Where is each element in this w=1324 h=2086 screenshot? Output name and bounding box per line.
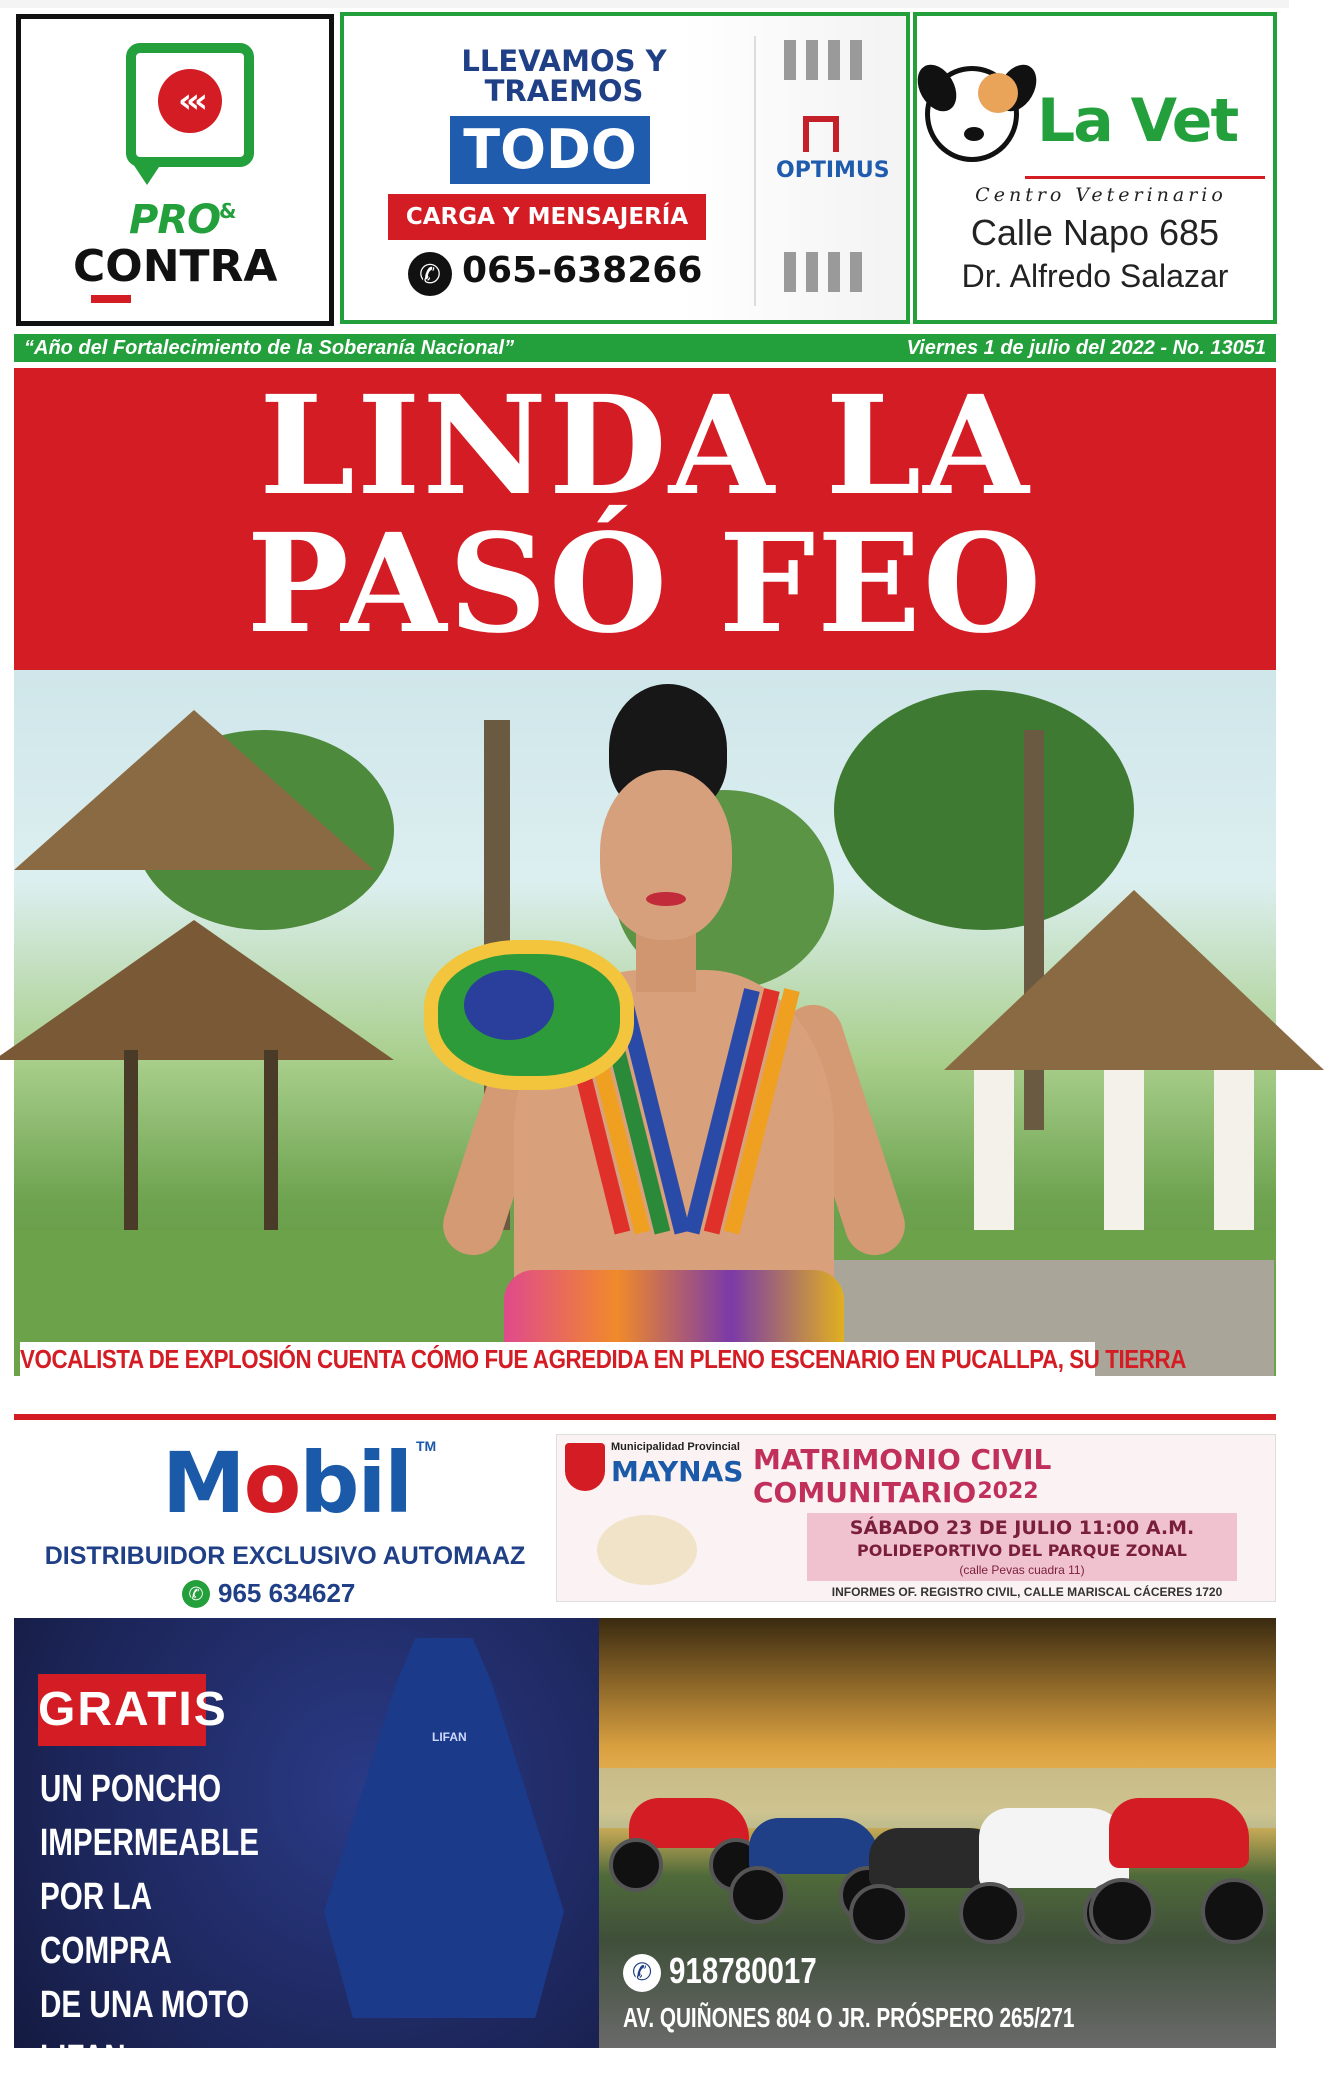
dog-patch xyxy=(978,73,1018,113)
whatsapp-icon: ✆ xyxy=(182,1580,210,1608)
dog-ear xyxy=(910,58,964,118)
wheel xyxy=(729,1866,787,1924)
maynas-name: MAYNAS xyxy=(611,1455,744,1488)
mobil-logo-part: M xyxy=(162,1434,244,1532)
motorcycle-ad[interactable] xyxy=(599,1618,1276,2048)
maynas-place: POLIDEPORTIVO DEL PARQUE ZONAL xyxy=(857,1541,1187,1560)
decor-stripe xyxy=(784,252,796,292)
issue-info-bar xyxy=(14,334,1276,362)
vet-address: Calle Napo 685 xyxy=(970,212,1220,253)
top-edge-strip xyxy=(0,0,1289,8)
logo-pro-text: PRO xyxy=(129,197,221,243)
vet-name: La Vet xyxy=(1037,86,1238,156)
cargo-band: CARGA Y MENSAJERÍA xyxy=(388,194,706,240)
photo-caption: VOCALISTA DE EXPLOSIÓN CUENTA CÓMO FUE AGREDIDA EN PLENO ESCENARIO EN PUCALLPA, SU TIERRA xyxy=(20,1344,1186,1374)
masthead-logo[interactable] xyxy=(16,14,334,326)
cargo-headline: LLEVAMOS Y TRAEMOS xyxy=(461,44,667,108)
moto-body xyxy=(1109,1798,1249,1868)
maynas-year: 2022 xyxy=(977,1479,1039,1504)
main-headline[interactable] xyxy=(14,368,1276,670)
wheel xyxy=(959,1882,1021,1944)
poncho-image xyxy=(324,1638,564,2018)
wheel xyxy=(849,1884,909,1944)
whatsapp-icon: ✆ xyxy=(623,1954,661,1992)
mobil-logo-part: bil xyxy=(299,1434,412,1532)
headline-line-2: PASÓ FEO xyxy=(246,504,1044,664)
maynas-date: SÁBADO 23 DE JULIO 11:00 A.M. xyxy=(849,1517,1195,1539)
mobil-phone: 965 634627 xyxy=(218,1578,356,1608)
decor-stripe xyxy=(806,40,818,80)
offer-line: IMPERMEABLE xyxy=(40,1822,260,1864)
mobil-logo xyxy=(162,1434,411,1532)
issue-date: Viernes 1 de julio del 2022 - No. 13051 xyxy=(906,337,1266,359)
decor-stripe xyxy=(850,252,862,292)
offer-line: POR LA COMPRA xyxy=(40,1876,172,1972)
wedding-rings-icon xyxy=(597,1515,697,1585)
mobil-ad[interactable] xyxy=(14,1424,544,1614)
hut-post xyxy=(264,1050,278,1250)
dog-icon xyxy=(925,66,1019,162)
dog-nose xyxy=(964,127,984,141)
decor-stripe xyxy=(828,40,840,80)
lips xyxy=(646,892,686,906)
maynas-info: INFORMES OF. REGISTRO CIVIL, CALLE MARISCAL CÁCERES 1720 xyxy=(831,1585,1223,1599)
phone-icon: ✆ xyxy=(408,252,452,296)
decor-stripe xyxy=(850,40,862,80)
lifan-poncho-ad[interactable] xyxy=(14,1618,599,2080)
maynas-event-card xyxy=(807,1513,1237,1581)
offer-line: DE UNA MOTO LIFAN xyxy=(40,1984,250,2080)
moto-phone: 918780017 xyxy=(669,1950,817,1991)
vet-doctor: Dr. Alfredo Salazar xyxy=(961,258,1229,294)
decor-stripe xyxy=(784,40,796,80)
hut-roof xyxy=(14,710,374,870)
rewind-icon: ‹‹‹ xyxy=(158,69,222,133)
maynas-title: MATRIMONIO CIVIL COMUNITARIO xyxy=(753,1443,1052,1509)
mobil-logo-o: o xyxy=(243,1434,300,1532)
decor-stripe xyxy=(806,252,818,292)
shoulder-ruffle xyxy=(464,970,554,1040)
wheel xyxy=(1201,1878,1267,1944)
shield-icon xyxy=(565,1443,605,1491)
decor-stripe xyxy=(828,252,840,292)
cargo-ad[interactable] xyxy=(340,12,910,324)
optimus-label: OPTIMUS xyxy=(776,158,890,183)
neck xyxy=(636,932,696,992)
offer-line: UN PONCHO xyxy=(40,1768,222,1810)
logo-amp-text: & xyxy=(219,199,237,223)
year-motto: “Año del Fortalecimiento de la Soberanía Nacional” xyxy=(24,337,515,359)
poncho-offer-text xyxy=(40,1762,274,2086)
hut-roof xyxy=(0,920,394,1060)
optimus-mark-icon xyxy=(803,116,839,152)
maynas-municipality: Municipalidad Provincial xyxy=(611,1441,740,1453)
maynas-ad[interactable] xyxy=(556,1434,1276,1602)
vet-subtitle: Centro Veterinario xyxy=(975,184,1227,206)
wheel xyxy=(1089,1878,1155,1944)
maynas-street: (calle Pevas cuadra 11) xyxy=(959,1563,1085,1577)
cover-photo[interactable] xyxy=(14,670,1276,1376)
vet-ad[interactable] xyxy=(913,12,1277,324)
mobil-distributor: DISTRIBUIDOR EXCLUSIVO AUTOMAAZ xyxy=(44,1542,526,1570)
logo-red-bar xyxy=(91,295,131,303)
cargo-highlight: TODO xyxy=(450,116,650,184)
bubble-tail xyxy=(131,161,163,185)
section-divider xyxy=(14,1414,1276,1420)
vet-underline xyxy=(1025,176,1265,179)
trademark: TM xyxy=(416,1438,437,1454)
hut-roof xyxy=(944,890,1324,1070)
cargo-divider xyxy=(754,36,756,306)
motorcycle xyxy=(1089,1768,1269,1948)
singer-figure xyxy=(354,670,974,1376)
photo-caption-bar xyxy=(14,1342,1276,1376)
chat-bubble-icon xyxy=(126,43,254,167)
gratis-label: GRATIS xyxy=(38,1674,206,1746)
wheel xyxy=(609,1838,663,1892)
optimus-logo xyxy=(776,116,890,183)
face xyxy=(600,770,732,940)
cargo-phone: 065-638266 xyxy=(462,250,703,291)
moto-address: AV. QUIÑONES 804 O JR. PRÓSPERO 265/271 xyxy=(623,2002,1075,2033)
poncho-brand: LIFAN xyxy=(432,1730,467,1744)
headline-line-1: LINDA LA xyxy=(259,366,1031,526)
logo-contra-text: CONTRA xyxy=(73,241,278,292)
